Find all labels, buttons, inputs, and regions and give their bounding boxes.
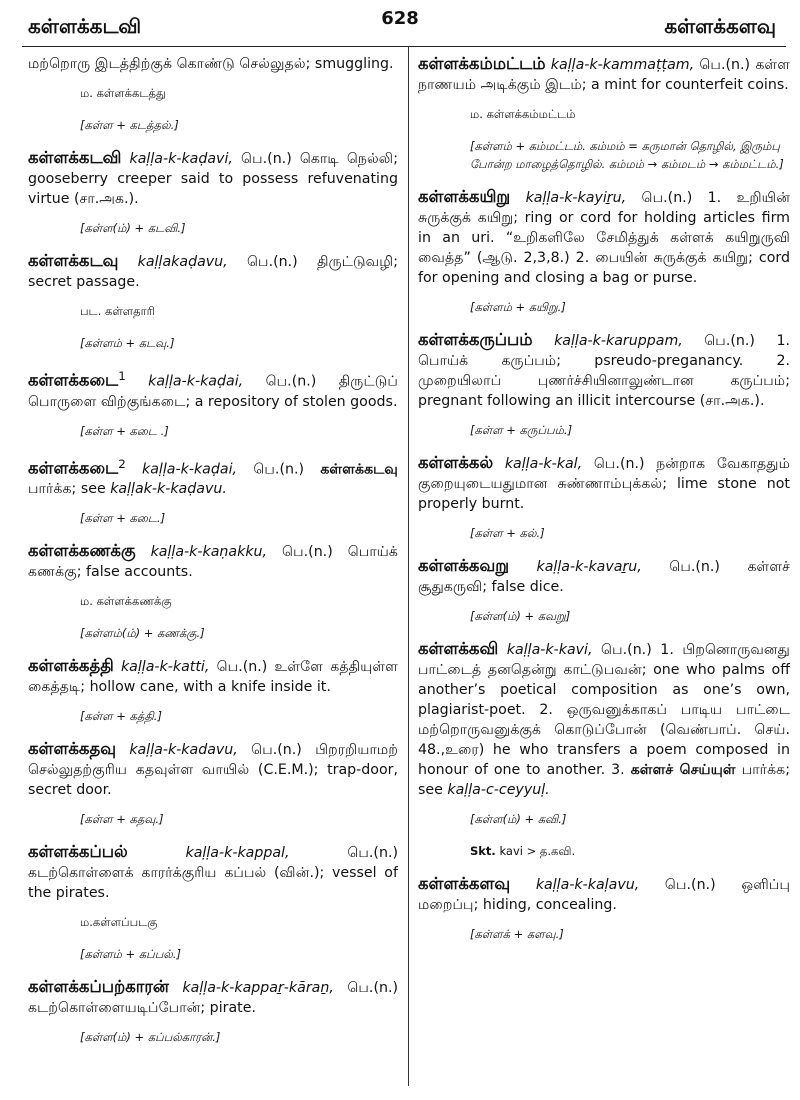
definition: பொய்க் கணக்கு; false accounts. xyxy=(28,544,398,581)
grammar: பெ.(n.) xyxy=(265,373,317,390)
transliteration: kaḷḷa-k-kaḍai, xyxy=(142,461,238,478)
etymology: [கள்ள + கருப்பம்.] xyxy=(470,423,573,437)
grammar: பெ.(n.) xyxy=(251,742,302,759)
cognate: ம. கள்ளக்கணக்கு xyxy=(80,594,172,609)
cross-reference-translit: kaḷḷak-k-kaḍavu. xyxy=(110,481,227,498)
cognate: ம. கள்ளக்கடத்து xyxy=(80,86,167,100)
continued-entry xyxy=(28,54,398,74)
transliteration: kaḷḷa-k-kaḍavi, xyxy=(129,151,233,167)
grammar: பெ.(n.) xyxy=(593,456,645,472)
grammar: பெ.(n.) xyxy=(601,642,652,658)
entry-kallakkappal xyxy=(28,842,398,903)
entry-kallakkayiru xyxy=(418,187,790,288)
headword: கள்ளக்கடவி xyxy=(28,148,122,167)
entry-kallakkadavu xyxy=(28,739,398,800)
right-column xyxy=(418,54,790,1094)
transliteration: kaḷḷa-k-katti, xyxy=(120,659,210,676)
transliteration: kaḷḷa-k-kayiṟu, xyxy=(525,190,627,206)
etymology: [கள்ள + கடை.] xyxy=(80,511,166,526)
headword: கள்ளக்கயிறு xyxy=(418,187,511,206)
definition: கள்ள நாணயம் அடிக்கும் இடம்; a mint for counterfeit coins. xyxy=(418,57,790,93)
headword: கள்ளக்கடவு xyxy=(28,251,119,270)
grammar: பெ.(n.) xyxy=(347,845,398,862)
header-rule xyxy=(22,46,786,47)
definition: கள்ளச் சூதுகருவி; false dice. xyxy=(418,559,790,595)
definition: திருட்டுப் பொருளை விற்குங்கடை; a repository of stolen goods. xyxy=(28,373,398,410)
entry-kallakkammattam xyxy=(418,54,790,95)
etymology: [கள்ள(ம்) + கவறு] xyxy=(470,609,571,623)
entry-kallakkavaru xyxy=(418,556,790,597)
transliteration: kaḷḷa-k-kal, xyxy=(504,456,583,472)
definition: நன்றாக வேகாததும் குறையுடையதுமான சுண்ணாம்புக்கல்; lime stone not properly burnt. xyxy=(418,456,790,512)
definition: பார்க்க; see xyxy=(28,481,106,498)
entry-kallakkaruppam xyxy=(418,330,790,411)
cognate: பட. கள்ளதாரி xyxy=(80,304,155,318)
transliteration: kaḷḷa-k-kappal, xyxy=(185,845,290,862)
etymology: [கள்ள(ம்) + கடவி.] xyxy=(80,221,186,235)
headword: கள்ளக்கவி xyxy=(418,639,499,658)
cross-reference-translit: kaḷḷa-c-ceyyuḷ. xyxy=(447,782,550,798)
definition: 1. பொய்க் கருப்பம்; psreudo-preganancy. 2. முறையிலாப் புணர்ச்சியினாலுண்டான கருப்பம்; pregnant following an illicit intercourse (சா.அக.). xyxy=(418,333,790,409)
headword: கள்ளக்களவு xyxy=(418,874,511,893)
grammar: பெ.(n.) xyxy=(253,461,305,478)
transliteration: kaḷḷakaḍavu, xyxy=(137,254,228,270)
headword: கள்ளக்கத்தி xyxy=(28,656,114,676)
transliteration: kaḷḷa-k-kaṇakku, xyxy=(150,544,268,561)
entry-kallakkapparkaran xyxy=(28,977,398,1018)
grammar: பெ.(n.) xyxy=(282,544,333,561)
cognate-text: kavi > த.கவி. xyxy=(499,844,576,858)
etymology: [கள்ளம்(ம்) + கணக்கு.] xyxy=(80,626,205,641)
headword: கள்ளக்கடை xyxy=(28,370,119,390)
grammar: பெ.(n.) xyxy=(704,333,755,349)
headword: கள்ளக்கப்பற்காரன் xyxy=(28,977,169,997)
headword: கள்ளக்கல் xyxy=(418,453,494,472)
etymology: [கள்ள(ம்) + கப்பல்காரன்.] xyxy=(80,1030,221,1045)
grammar: பெ.(n.) xyxy=(669,559,720,575)
transliteration: kaḷḷa-k-kammaṭṭam, xyxy=(550,57,695,73)
homonym-number: 1 xyxy=(118,369,126,383)
etymology: [கள்ளம் + கடவு.] xyxy=(80,336,175,350)
cognate: ம. கள்ளக்கம்மட்டம் xyxy=(470,107,576,121)
headword: கள்ளக்கவறு xyxy=(418,556,510,575)
cognate: ம.கள்ளப்படகு xyxy=(80,915,158,930)
cross-reference-label: பார்க்க; see xyxy=(418,762,790,798)
transliteration: kaḷḷa-k-kaḷavu, xyxy=(535,877,640,893)
transliteration: kaḷḷa-k-karuppam, xyxy=(554,333,683,349)
transliteration: kaḷḷa-k-kavaṟu, xyxy=(536,559,642,575)
etymology: [கள்ளக் + களவு.] xyxy=(470,927,564,941)
etymology: [கள்ளம் + கம்மட்டம். கம்மம் = கருமான் தொழில், இரும்பு போன்ற மாழைத்தொழில். கம்மம் → கம்மடம் → கம்மட்டம்.] xyxy=(470,139,784,171)
etymology: [கள்ளம் + கயிறு.] xyxy=(470,300,566,314)
transliteration: kaḷḷa-k-kadavu, xyxy=(129,742,238,759)
etymology: [கள்ள + கல்.] xyxy=(470,526,545,540)
entry-kallakkadai-2 xyxy=(28,454,398,500)
headword: கள்ளக்கம்மட்டம் xyxy=(418,54,546,73)
etymology: [கள்ள + கடத்தல்.] xyxy=(80,118,179,132)
definition: ஒளிப்பு மறைப்பு; hiding, concealing. xyxy=(418,877,790,913)
right-guide-word: கள்ளக்களவு xyxy=(664,14,776,38)
definition: கொடி நெல்லி; gooseberry creeper said to possess refuvenating virtue (சா.அக.). xyxy=(28,151,398,207)
grammar: பெ.(n.) xyxy=(216,659,268,676)
grammar: பெ.(n.) xyxy=(641,190,693,206)
language-tag: Skt. xyxy=(470,844,496,858)
headword: கள்ளக்கதவு xyxy=(28,739,116,759)
entry-kallakkal xyxy=(418,453,790,514)
entry-kallakkatti xyxy=(28,656,398,697)
transliteration: kaḷḷa-k-kavi, xyxy=(506,642,593,658)
grammar: பெ.(n.) xyxy=(664,877,716,893)
left-column xyxy=(28,54,398,1094)
grammar: பெ.(n.) xyxy=(699,57,751,73)
etymology: [கள்ளம் + கப்பல்.] xyxy=(80,947,181,962)
column-divider xyxy=(408,46,409,1086)
definition: திருட்டுவழி; secret passage. xyxy=(28,254,398,290)
headword: கள்ளக்கடை xyxy=(28,458,119,478)
transliteration: kaḷḷa-k-kappaṟ-kāraṉ, xyxy=(182,980,334,997)
cross-reference: கள்ளச் செய்யுள் xyxy=(630,762,736,778)
entry-kallakadavu xyxy=(28,251,398,292)
page-number: 628 xyxy=(381,8,419,29)
page-header xyxy=(0,0,800,50)
etymology: [கள்ள + கதவு.] xyxy=(80,812,164,827)
entry-kallakkanakku xyxy=(28,541,398,582)
etymology: [கள்ள + கடை .] xyxy=(80,423,169,438)
transliteration: kaḷḷa-k-kaḍai, xyxy=(148,373,244,390)
entry-kallakkadai-1 xyxy=(28,366,398,412)
left-guide-word: கள்ளக்கடவி xyxy=(28,14,142,38)
headword: கள்ளக்கணக்கு xyxy=(28,541,136,561)
definition: 1. பிறனொருவனது பாட்டைத் தனதென்று காட்டுபவன்; one who palms off another’s poetical composition as one’s own, plagiarist-poet. 2. ஒருவனுக்காகப் பாடிய பாட்டை மற்றொருவனுக்குக் கொடுப்போன் (வெண்பாப். செய். 48.,உரை) he who transfers a poem composed in honour of one to another. 3. xyxy=(418,642,790,778)
definition: மற்றொரு இடத்திற்குக் கொண்டு செல்லுதல்; smuggling. xyxy=(28,56,394,72)
entry-kallakkadavi xyxy=(28,148,398,209)
entry-kallakkavi xyxy=(418,639,790,800)
definition: கடற்கொள்ளைக் காரர்க்குரிய கப்பல் (வின்.); vessel of the pirates. xyxy=(28,865,398,902)
cognate xyxy=(470,842,790,860)
definition: உள்ளே கத்தியுள்ள கைத்தடி; hollow cane, with a knife inside it. xyxy=(28,659,398,696)
homonym-number: 2 xyxy=(118,456,126,471)
headword: கள்ளக்கப்பல் xyxy=(28,842,128,862)
headword: கள்ளக்கருப்பம் xyxy=(418,330,533,349)
definition: கடற்கொள்ளையடிப்போன்; pirate. xyxy=(28,1000,256,1017)
grammar: பெ.(n.) xyxy=(347,980,398,997)
entry-kallakkalavu xyxy=(418,874,790,915)
cross-reference: கள்ளக்கடவு xyxy=(320,461,398,478)
etymology: [கள்ள + கத்தி.] xyxy=(80,709,162,724)
grammar: பெ.(n.) xyxy=(246,254,298,270)
definition: 1. உறியின் சுருக்குக் கயிறு; ring or cord for holding articles firm in an uri. “உறிகளிலே சேமித்துக் கள்ளக் கயிறுருவி வைத்த” (ஆடு. 2,3,8.) 2. பையின் சுருக்குக் கயிறு; cord for opening and closing a bag or purse. xyxy=(418,190,790,286)
definition: பிறரறியாமற் செல்லுதற்குரிய கதவுள்ள வாயில் (C.E.M.); trap-door, secret door. xyxy=(28,742,398,799)
etymology: [கள்ள(ம்) + கவி.] xyxy=(470,812,567,826)
grammar: பெ.(n.) xyxy=(241,151,292,167)
